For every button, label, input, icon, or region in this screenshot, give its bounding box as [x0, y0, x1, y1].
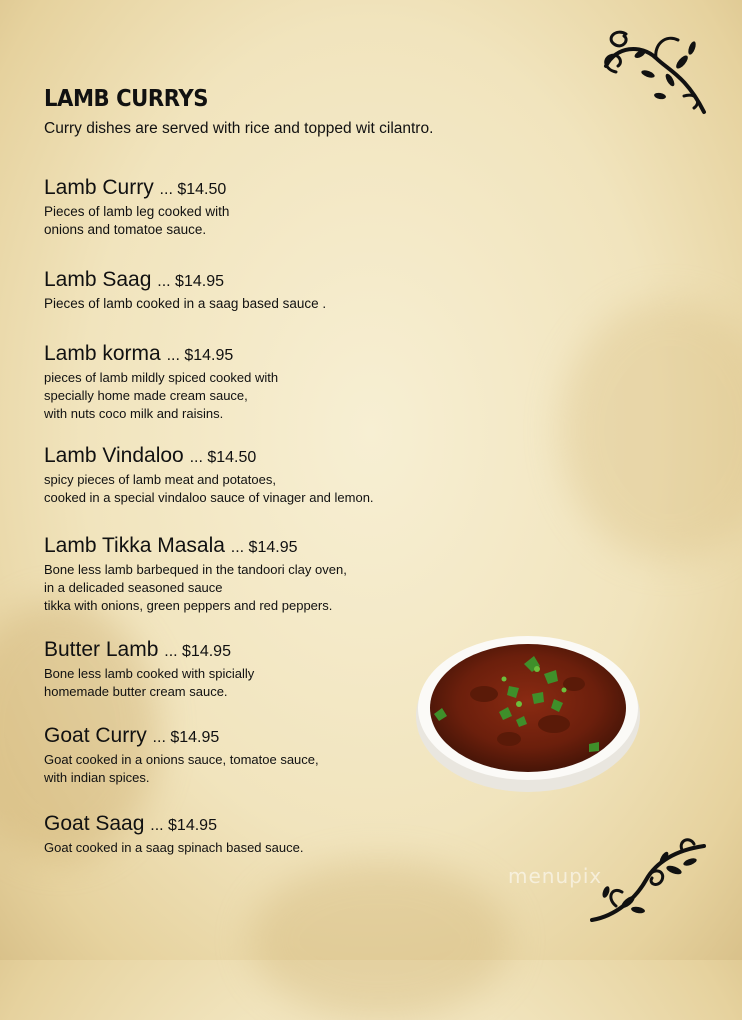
item-desc-line: tikka with onions, green peppers and red peppers.	[44, 598, 333, 613]
item-name: Lamb Vindaloo	[44, 444, 184, 467]
item-desc-line: specially home made cream sauce,	[44, 388, 248, 403]
item-desc-line: Pieces of lamb cooked in a saag based sauce .	[44, 296, 327, 311]
item-price: ... $14.50	[159, 181, 227, 198]
section-subheading: Curry dishes are served with rice and topped wit cilantro.	[44, 120, 434, 137]
item-price: ... $14.95	[157, 273, 224, 290]
item-desc-line: Goat cooked in a saag spinach based sauce.	[44, 840, 304, 855]
item-desc-line: Pieces of lamb leg cooked with	[44, 204, 230, 219]
menu-item	[44, 268, 484, 313]
item-name: Goat Saag	[44, 812, 145, 835]
item-desc-line: Goat cooked in a onions sauce, tomatoe sauce,	[44, 752, 319, 767]
item-name: Lamb Tikka Masala	[44, 534, 225, 557]
curry-bowl-image	[414, 624, 642, 794]
item-desc-line: with indian spices.	[44, 770, 150, 785]
item-desc-line: onions and tomatoe sauce.	[44, 222, 207, 237]
section-heading: LAMB CURRYS	[44, 86, 209, 112]
item-desc-line: Bone less lamb cooked with spicially	[44, 666, 255, 681]
item-desc-line: Bone less lamb barbequed in the tandoori clay oven,	[44, 562, 347, 577]
parchment-stain	[560, 300, 742, 560]
item-price: ... $14.95	[164, 643, 231, 660]
item-price: ... $14.50	[189, 449, 257, 466]
item-price: ... $14.95	[166, 347, 234, 364]
menu-item	[44, 176, 484, 239]
menu-item	[44, 342, 484, 423]
floral-ornament-bottom	[586, 836, 712, 926]
item-desc-line: spicy pieces of lamb meat and potatoes,	[44, 472, 276, 487]
item-desc-line: homemade butter cream sauce.	[44, 684, 228, 699]
item-name: Goat Curry	[44, 724, 147, 747]
floral-ornament-top	[596, 26, 714, 118]
item-desc-line: in a delicaded seasoned sauce	[44, 580, 223, 595]
item-price: ... $14.95	[230, 539, 298, 556]
item-price: ... $14.95	[150, 817, 217, 834]
menu-item	[44, 812, 484, 857]
watermark: menupix	[508, 864, 603, 888]
menu-item	[44, 534, 484, 615]
item-desc-line: with nuts coco milk and raisins.	[44, 406, 224, 421]
item-name: Lamb Curry	[44, 176, 154, 199]
item-desc-line: cooked in a special vindaloo sauce of vinager and lemon.	[44, 490, 374, 505]
item-name: Butter Lamb	[44, 638, 159, 661]
parchment-stain	[250, 860, 510, 1020]
item-price: ... $14.95	[152, 729, 220, 746]
item-name: Lamb Saag	[44, 268, 152, 291]
menu-item	[44, 444, 484, 507]
item-desc-line: pieces of lamb mildly spiced cooked with	[44, 370, 279, 385]
item-name: Lamb korma	[44, 342, 161, 365]
